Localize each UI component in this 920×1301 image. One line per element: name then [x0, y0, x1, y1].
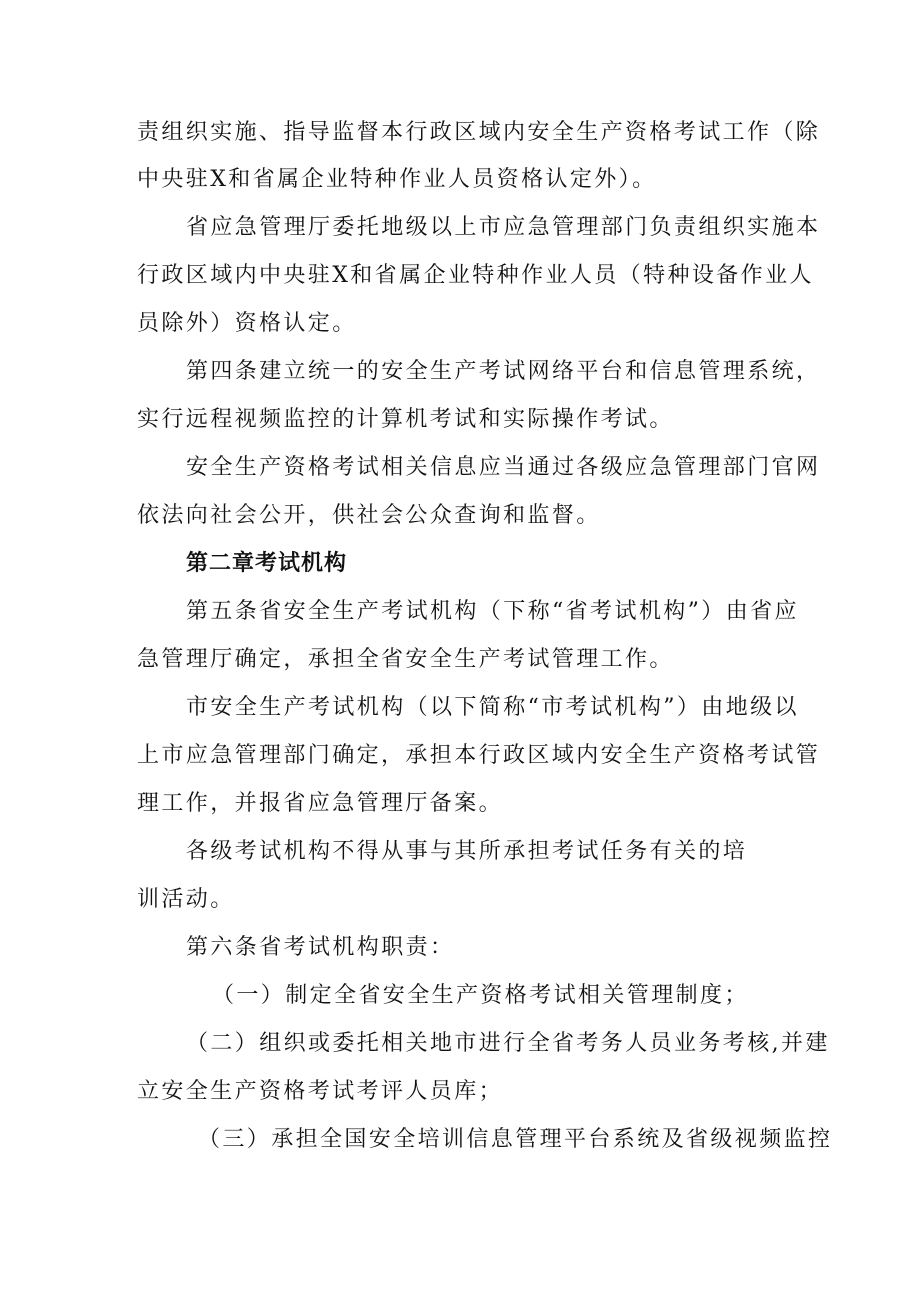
list-item-1: （一）制定全省安全生产资格考试相关管理制度； [212, 983, 749, 1008]
text-line: 理工作，并报省应急管理厅备案。 [137, 791, 504, 816]
text-line: 实行远程视频监控的计算机考试和实际操作考试。 [137, 407, 674, 432]
text-line: 中央驻X和省属企业特种作业人员资格认定外）。 [137, 167, 657, 192]
paragraph-start-line: 安全生产资格考试相关信息应当通过各级应急管理部门官网 [186, 455, 821, 480]
text-line: 急管理厅确定，承担全省安全生产考试管理工作。 [137, 647, 674, 672]
article-4-line: 第四条建立统一的安全生产考试网络平台和信息管理系统， [186, 359, 821, 384]
text-line: 员除外）资格认定。 [137, 311, 357, 336]
paragraph-start-line: 各级考试机构不得从事与其所承担考试任务有关的培 [186, 839, 748, 864]
chapter-heading: 第二章考试机构 [186, 551, 348, 576]
article-6-line: 第六条省考试机构职责： [186, 935, 455, 960]
text-line: 依法向社会公开，供社会公众查询和监督。 [137, 503, 601, 528]
text-line: 行政区域内中央驻X和省属企业特种作业人员（特种设备作业人 [137, 263, 814, 288]
list-item-2: （二）组织或委托相关地市进行全省考务人员业务考核,并建 [186, 1031, 830, 1056]
paragraph-start-line: 省应急管理厅委托地级以上市应急管理部门负责组织实施本 [186, 215, 821, 240]
text-line: 立安全生产资格考试考评人员库； [137, 1079, 504, 1104]
text-line: 责组织实施、指导监督本行政区域内安全生产资格考试工作（除 [137, 120, 821, 145]
text-line: 上市应急管理部门确定，承担本行政区域内安全生产资格考试管 [137, 743, 821, 768]
list-item-3: （三）承担全国安全培训信息管理平台系统及省级视频监控 [198, 1127, 833, 1152]
paragraph-start-line: 市安全生产考试机构（以下简称“市考试机构”）由地级以 [186, 695, 799, 720]
text-line: 训活动。 [137, 887, 235, 912]
article-5-line: 第五条省安全生产考试机构（下称“省考试机构”）由省应 [186, 599, 799, 624]
